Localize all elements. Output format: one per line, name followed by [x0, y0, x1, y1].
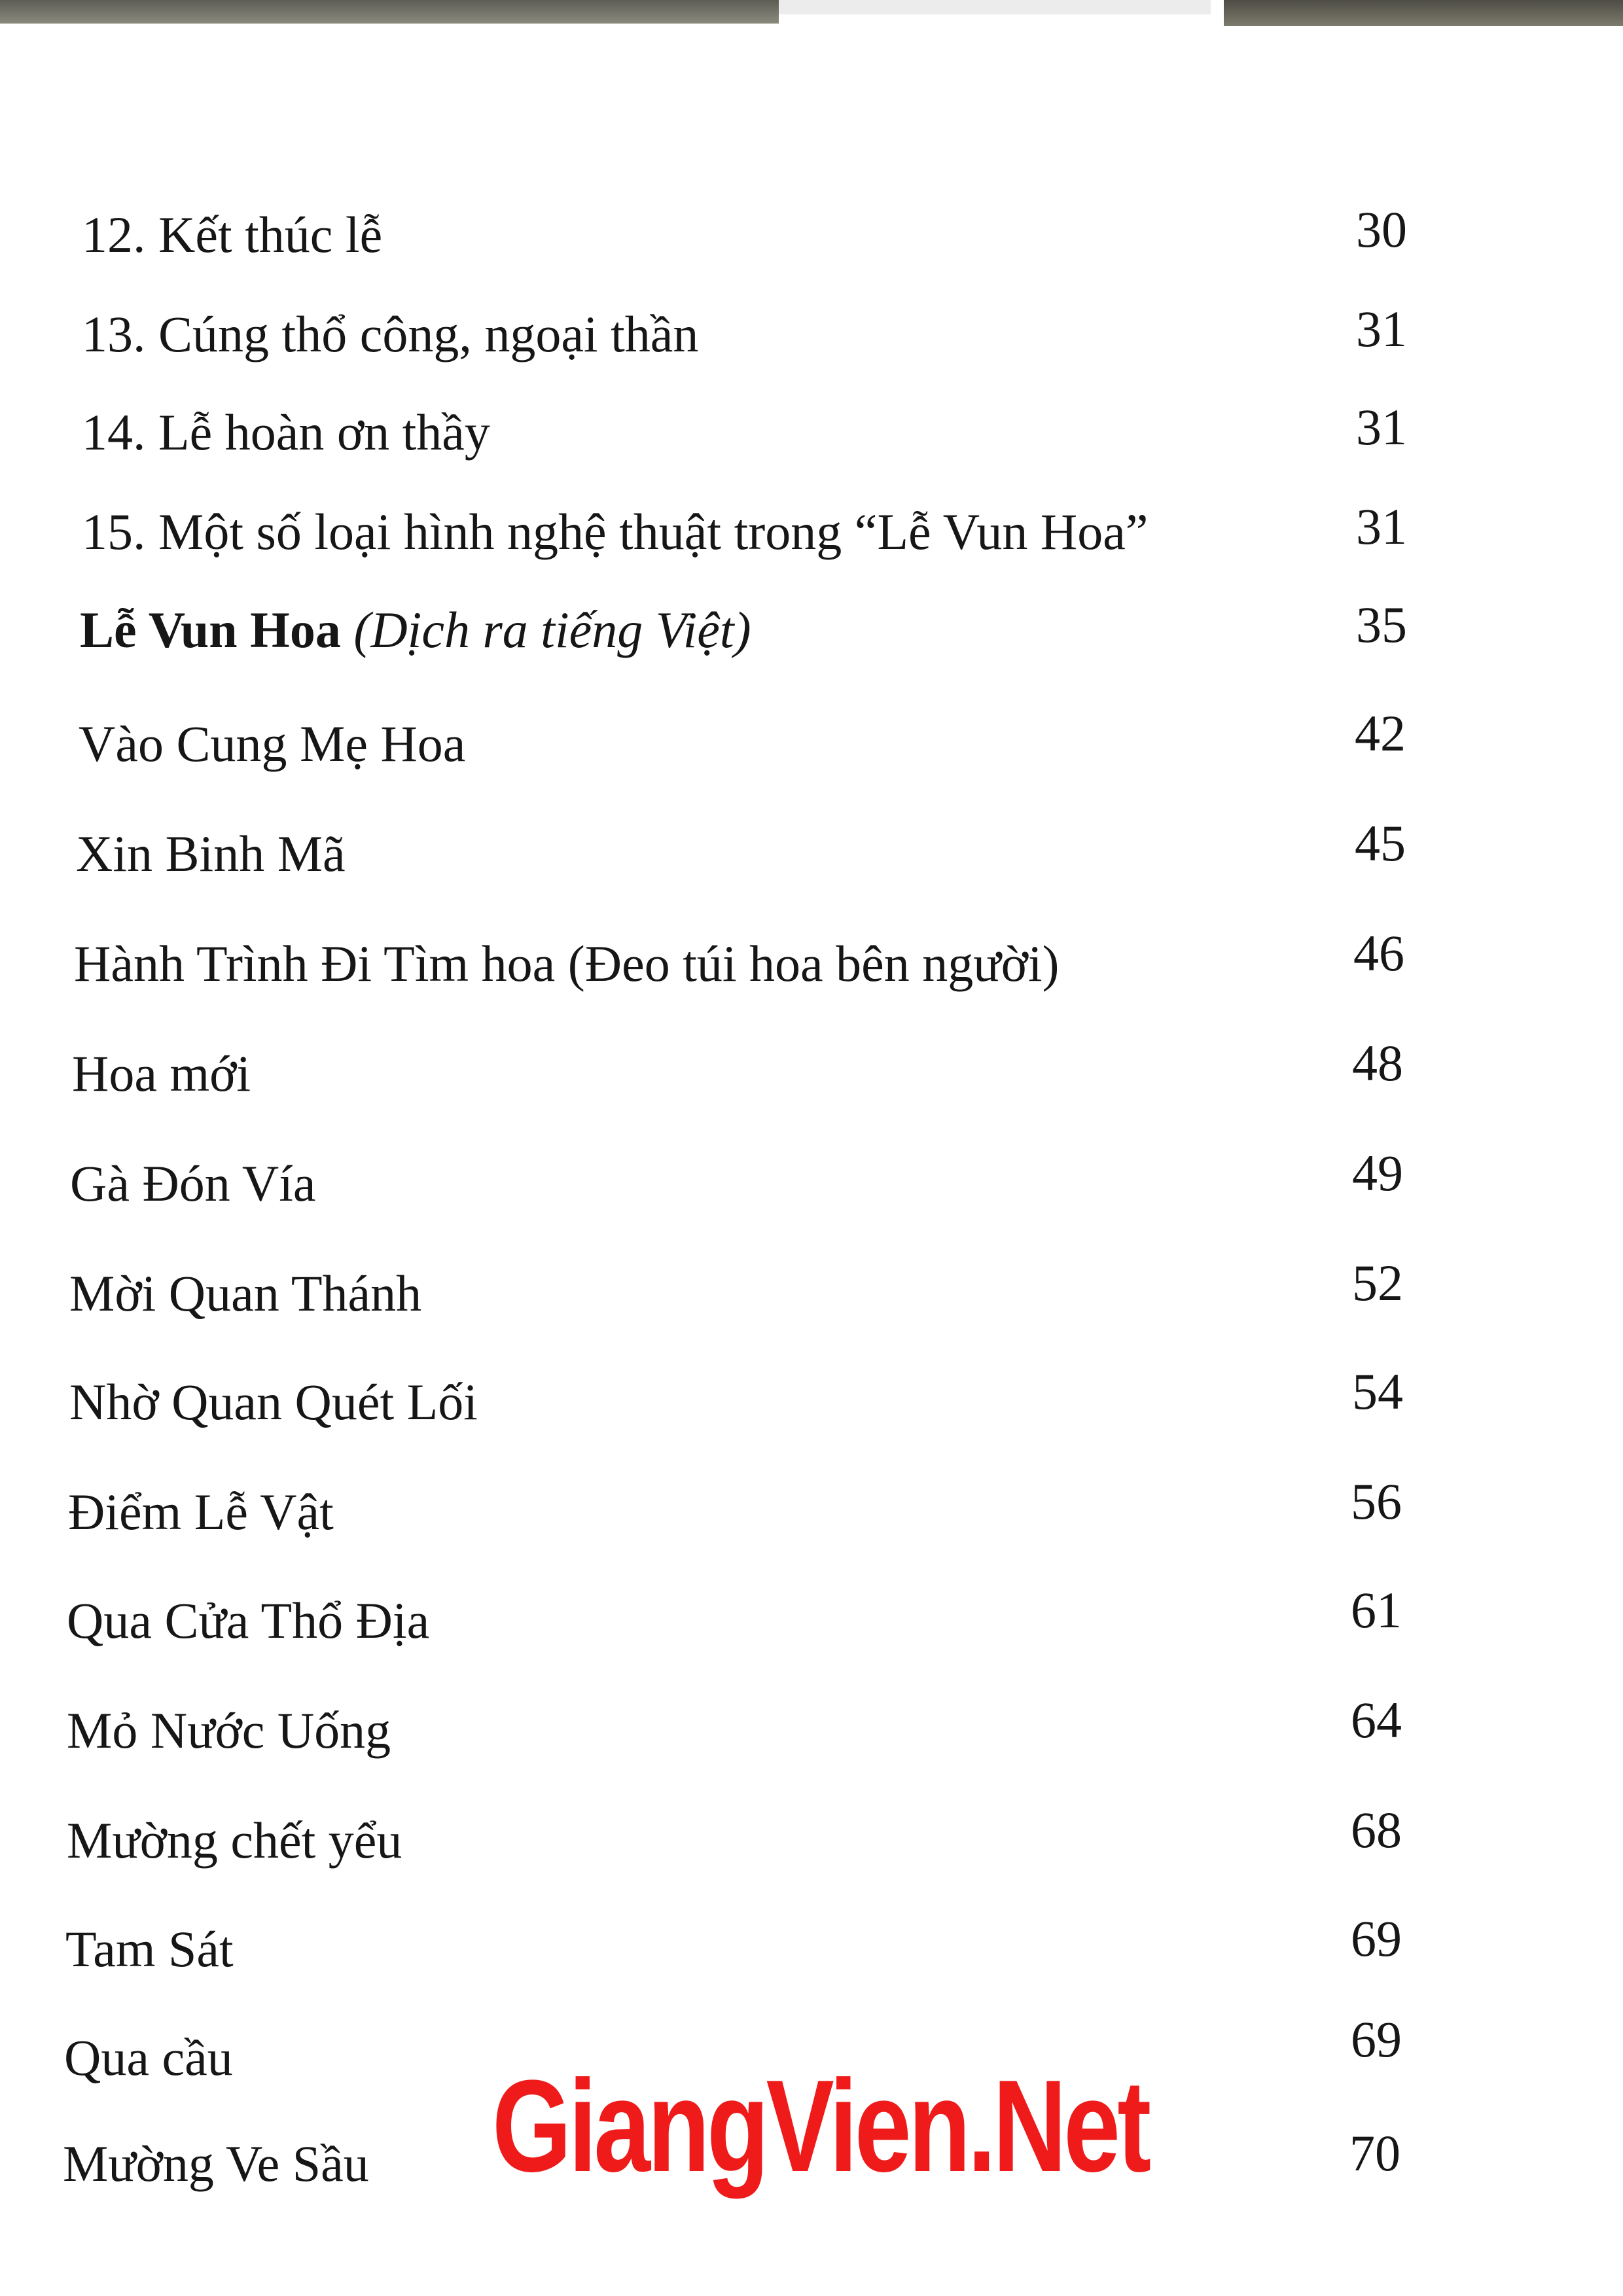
toc-entry-page: 52 — [1352, 1254, 1403, 1311]
toc-section-heading: Lễ Vun Hoa — [80, 601, 341, 658]
toc-entry-14 — [0, 398, 1623, 480]
toc-entry — [0, 815, 1623, 902]
toc-entry-title: Mường chết yểu — [67, 1812, 402, 1869]
toc-entry-15 — [0, 498, 1623, 580]
toc-entry-12 — [0, 201, 1623, 283]
toc-entry-page: 69 — [1351, 2011, 1402, 2068]
toc-entry-title: 14. Lễ hoàn ơn thầy — [82, 404, 490, 461]
toc-entry-title: Qua Cửa Thổ Địa — [67, 1592, 430, 1649]
toc-entry-title: Gà Đón Vía — [70, 1155, 316, 1212]
toc-entry-page: 48 — [1352, 1034, 1403, 1091]
toc-entry — [0, 705, 1623, 792]
toc-entry-page: 54 — [1352, 1363, 1403, 1420]
toc-entry-title: Nhờ Quan Quét Lối — [69, 1373, 478, 1430]
toc-entry — [0, 1691, 1623, 1778]
toc-entry — [0, 1801, 1623, 1888]
toc-entry-page: 46 — [1353, 925, 1404, 981]
toc-entry-title: Mường Ve Sầu — [63, 2135, 369, 2192]
toc-entry-title: Hành Trình Đi Tìm hoa (Đeo túi hoa bên người) — [74, 935, 1060, 992]
toc-entry-title: Vào Cung Mẹ Hoa — [79, 715, 466, 772]
toc-entry-title: Mỏ Nước Uống — [67, 1702, 391, 1759]
toc-entry-title: Điểm Lễ Vật — [68, 1483, 334, 1540]
toc-entry — [0, 1034, 1623, 1122]
toc-entry-le-vun-hoa — [0, 596, 1623, 678]
toc-entry-title: Mời Quan Thánh — [69, 1265, 422, 1322]
toc-entry-page: 35 — [1356, 596, 1407, 653]
toc-entry-page: 69 — [1351, 1910, 1402, 1967]
toc-entry-page: 45 — [1355, 815, 1406, 872]
watermark-text: GiangVien.Net — [492, 2053, 1149, 2199]
toc-entry-page: 31 — [1356, 300, 1407, 357]
toc-section-title — [80, 601, 751, 658]
toc-entry-page: 70 — [1349, 2125, 1400, 2181]
toc-entry — [0, 1254, 1623, 1341]
toc-entry-page: 30 — [1356, 201, 1407, 258]
toc-entry-page: 42 — [1355, 705, 1406, 762]
toc-entry-13 — [0, 300, 1623, 382]
toc-entry-page: 68 — [1351, 1801, 1402, 1858]
toc-entry — [0, 1581, 1623, 1669]
toc-entry-title: Tam Sát — [65, 1920, 234, 1977]
toc-entry-title: Xin Binh Mã — [76, 825, 346, 882]
toc-entry — [0, 1910, 1623, 1997]
toc-entry-page: 64 — [1351, 1691, 1402, 1748]
toc-entry — [0, 925, 1623, 1012]
toc-entry-page: 31 — [1356, 398, 1407, 455]
toc-entry-title: Qua cầu — [64, 2029, 233, 2086]
toc-entry — [0, 1363, 1623, 1450]
toc-entry-title: Hoa mới — [72, 1045, 251, 1102]
toc-entry — [0, 1144, 1623, 1231]
toc-entry-page: 56 — [1351, 1473, 1402, 1530]
toc-entry-title: 15. Một số loại hình nghệ thuật trong “Lễ Vun Hoa” — [82, 503, 1149, 560]
toc-entry-title: 12. Kết thúc lễ — [82, 206, 383, 263]
toc-entry-page: 61 — [1351, 1581, 1402, 1638]
toc-section-subtitle: (Dịch ra tiếng Việt) — [353, 601, 751, 658]
toc-entry-title: 13. Cúng thổ công, ngoại thần — [82, 306, 699, 362]
toc-entry-page: 31 — [1356, 498, 1407, 555]
toc-entry-page: 49 — [1352, 1144, 1403, 1201]
toc-entry — [0, 1473, 1623, 1560]
